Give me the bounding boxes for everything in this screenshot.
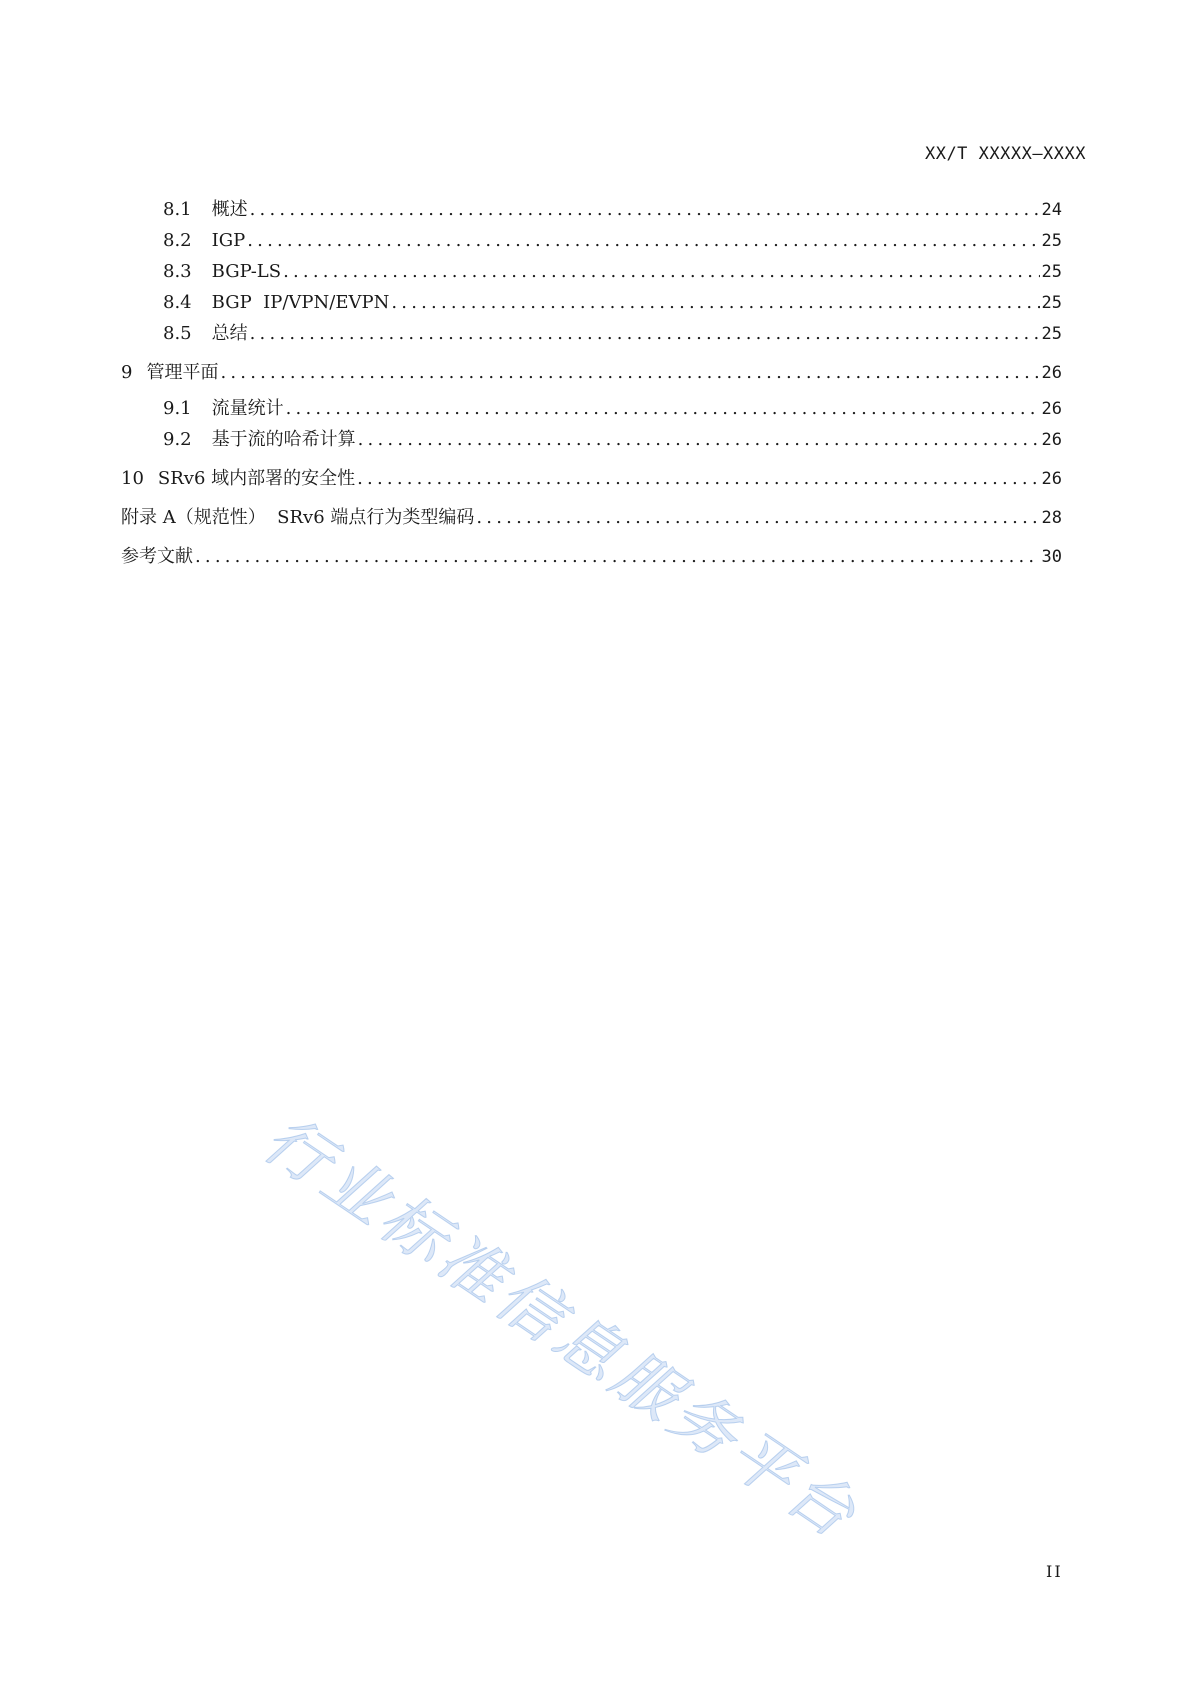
toc-dot-leader xyxy=(250,194,1040,225)
toc-entry-number: 9 xyxy=(121,362,133,383)
toc-entry-page: 25 xyxy=(1041,324,1062,344)
toc-entry-page: 26 xyxy=(1041,430,1062,450)
toc-entry[interactable] xyxy=(142,256,1062,287)
toc-entry-title: 附录 A（规范性） SRv6 端点行为类型编码 xyxy=(121,507,475,528)
toc-dot-leader xyxy=(358,424,1040,455)
toc-entry[interactable] xyxy=(142,194,1062,225)
toc-entry-number: 10 xyxy=(121,468,144,489)
toc-entry-number: 8.3 xyxy=(163,261,192,282)
toc-entry-page: 26 xyxy=(1041,469,1062,489)
page-number: II xyxy=(1046,1562,1063,1581)
toc-entry-title: IGP xyxy=(211,230,246,251)
toc-dot-leader xyxy=(250,318,1040,349)
toc-entry-number: 8.4 xyxy=(163,292,192,313)
document-code: XX/T XXXXX—XXXX xyxy=(924,144,1086,164)
toc-dot-leader xyxy=(391,287,1039,318)
toc-entry-number: 9.1 xyxy=(163,398,192,419)
toc-entry-page: 30 xyxy=(1041,547,1062,567)
toc-entry[interactable] xyxy=(142,287,1062,318)
toc-entry[interactable] xyxy=(142,225,1062,256)
toc-entry[interactable] xyxy=(121,541,1062,572)
toc-entry-number: 9.2 xyxy=(163,429,192,450)
toc-entry-title: 管理平面 xyxy=(146,362,219,383)
toc-entry-title: 概述 xyxy=(211,199,248,220)
toc-entry-page: 26 xyxy=(1041,399,1062,419)
toc-entry-title: 参考文献 xyxy=(121,546,193,567)
toc-dot-leader xyxy=(283,256,1039,287)
toc-dot-leader xyxy=(286,393,1040,424)
toc-dot-leader xyxy=(247,225,1039,256)
toc-entry-page: 25 xyxy=(1041,293,1062,313)
toc-entry-number: 8.2 xyxy=(163,230,192,251)
toc-entry-number: 8.1 xyxy=(163,199,192,220)
watermark: 行业标准信息服务平台 xyxy=(250,1102,872,1556)
toc-entry[interactable] xyxy=(121,502,1062,533)
toc-entry-page: 26 xyxy=(1041,363,1062,383)
toc-entry[interactable] xyxy=(121,463,1062,494)
toc-dot-leader xyxy=(476,502,1039,533)
table-of-contents xyxy=(121,194,1062,572)
toc-entry-title: SRv6 域内部署的安全性 xyxy=(157,468,356,489)
toc-entry-page: 24 xyxy=(1041,200,1062,220)
toc-entry-title: 基于流的哈希计算 xyxy=(211,429,356,450)
toc-entry-page: 28 xyxy=(1041,508,1062,528)
toc-entry-title: BGP-LS xyxy=(211,261,282,282)
toc-entry-number: 8.5 xyxy=(163,323,192,344)
toc-entry-title: 流量统计 xyxy=(211,398,284,419)
toc-entry[interactable] xyxy=(142,318,1062,349)
toc-entry[interactable] xyxy=(121,357,1062,388)
toc-entry-title: BGP IP/VPN/EVPN xyxy=(211,292,390,313)
toc-entry-page: 25 xyxy=(1041,231,1062,251)
toc-entry-page: 25 xyxy=(1041,262,1062,282)
toc-entry-title: 总结 xyxy=(211,323,248,344)
toc-dot-leader xyxy=(220,357,1039,388)
toc-dot-leader xyxy=(195,541,1040,572)
toc-dot-leader xyxy=(357,463,1039,494)
toc-entry[interactable] xyxy=(142,393,1062,424)
toc-entry[interactable] xyxy=(142,424,1062,455)
